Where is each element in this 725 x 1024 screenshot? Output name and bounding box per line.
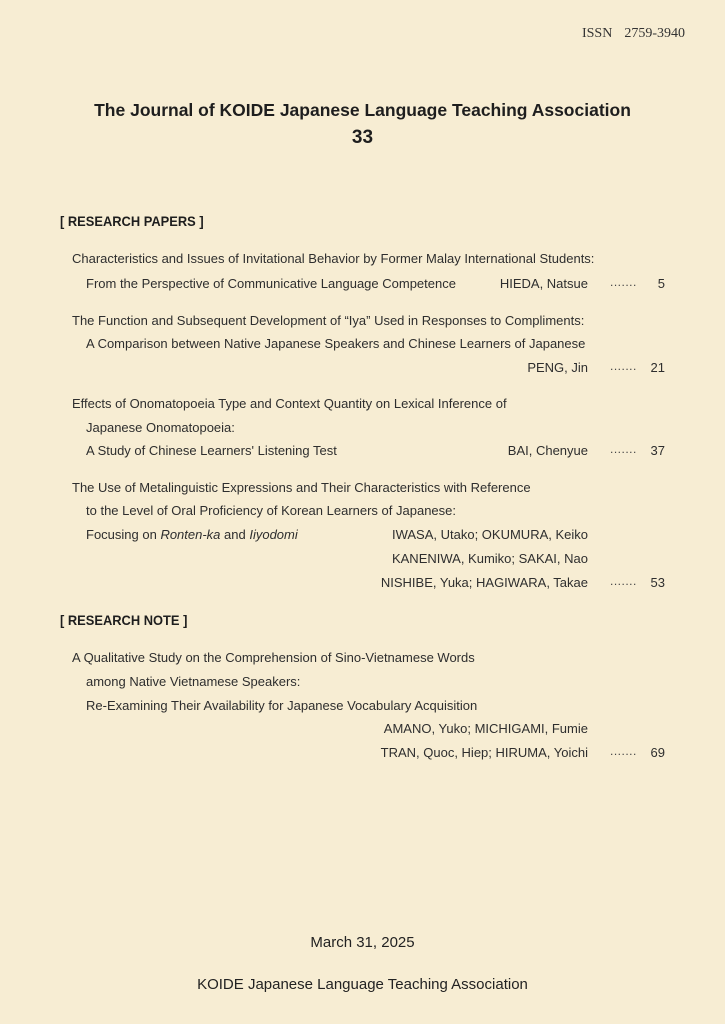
page-number: 5 (657, 276, 665, 291)
page-number: 37 (650, 443, 665, 458)
journal-title: The Journal of KOIDE Japanese Language Teaching Association (94, 100, 631, 120)
entry-title-line: among Native Vietnamese Speakers: (86, 674, 301, 689)
volume-number: 33 (351, 127, 374, 148)
focus-and: and (220, 527, 250, 542)
publisher-name: KOIDE Japanese Language Teaching Association (197, 976, 528, 993)
focus-prefix: Focusing on (86, 527, 161, 542)
entry-author: TRAN, Quoc, Hiep; HIRUMA, Yoichi (380, 745, 588, 760)
entry-title-line: to the Level of Oral Proficiency of Korean Learners of Japanese: (86, 503, 456, 518)
entry-author: IWASA, Utako; OKUMURA, Keiko (391, 527, 588, 542)
page-number: 53 (650, 575, 665, 590)
entry-title-line: Effects of Onomatopoeia Type and Context Quantity on Lexical Inference of (72, 396, 507, 411)
focus-term: Iiyodomi (249, 527, 298, 542)
entry-author: NISHIBE, Yuka; HAGIWARA, Takae (380, 575, 588, 590)
focus-term: Ronten-ka (160, 527, 221, 542)
leader-dots: ....... (610, 442, 637, 456)
entry-author: PENG, Jin (527, 360, 588, 375)
leader-dots: ....... (610, 275, 637, 289)
entry-title-line: A Qualitative Study on the Comprehension of Sino-Vietnamese Words (72, 650, 475, 665)
section-heading-research-papers: [ RESEARCH PAPERS ] (60, 213, 204, 229)
page-number: 69 (650, 745, 665, 760)
issn-label: ISSN (581, 26, 613, 41)
entry-title-line (86, 527, 298, 542)
entry-author: HIEDA, Natsue (499, 276, 588, 291)
entry-author: AMANO, Yuko; MICHIGAMI, Fumie (383, 721, 588, 736)
entry-title-line: Re-Examining Their Availability for Japanese Vocabulary Acquisition (86, 698, 478, 713)
issn (582, 26, 685, 42)
entry-title-line: From the Perspective of Communicative Language Competence (86, 276, 456, 291)
entry-title-line: A Comparison between Native Japanese Speakers and Chinese Learners of Japanese (86, 336, 586, 351)
entry-title-line: Japanese Onomatopoeia: (86, 420, 235, 435)
entry-author: BAI, Chenyue (507, 443, 588, 458)
entry-author: KANENIWA, Kumiko; SAKAI, Nao (391, 551, 588, 566)
section-heading-research-note: [ RESEARCH NOTE ] (60, 612, 188, 628)
entry-title-line: Characteristics and Issues of Invitational Behavior by Former Malay International Students: (72, 251, 595, 266)
issn-number: 2759-3940 (624, 26, 685, 41)
entry-title-line: The Use of Metalinguistic Expressions and Their Characteristics with Reference (72, 480, 531, 495)
page-number: 21 (650, 360, 665, 375)
leader-dots: ....... (610, 359, 637, 373)
entry-title-line: The Function and Subsequent Development of “Iya” Used in Responses to Compliments: (72, 313, 585, 328)
leader-dots: ....... (610, 574, 637, 588)
leader-dots: ....... (610, 744, 637, 758)
publication-date: March 31, 2025 (310, 934, 415, 951)
entry-title-line: A Study of Chinese Learners' Listening Test (86, 443, 337, 458)
